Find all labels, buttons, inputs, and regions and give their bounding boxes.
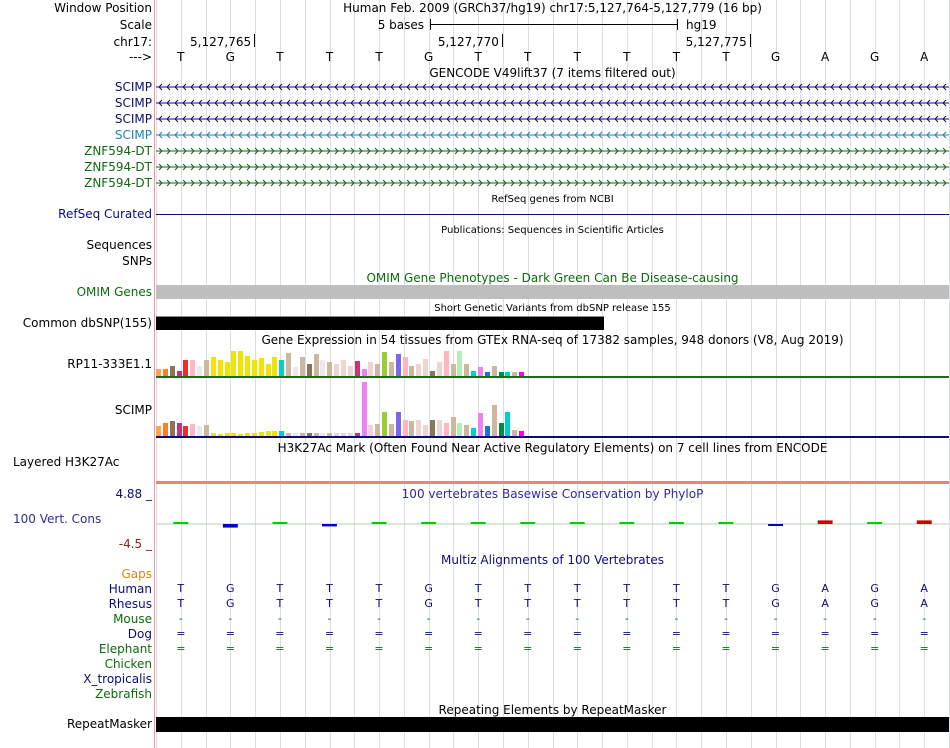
base-letter: T — [722, 50, 730, 64]
gaps-label[interactable]: Gaps — [121, 567, 152, 581]
multiz-base: - — [277, 612, 282, 625]
gtex-bar[interactable] — [320, 360, 325, 376]
gtex-bar[interactable] — [485, 426, 490, 436]
phylop-score-bar[interactable] — [917, 520, 932, 524]
multiz-base: T — [524, 582, 532, 595]
omim-label[interactable]: OMIM Genes — [76, 285, 152, 299]
gtex-bar[interactable] — [341, 360, 346, 376]
multiz-base: - — [426, 612, 431, 625]
base-letter: G — [423, 50, 434, 64]
dbsnp-label[interactable]: Common dbSNP(155) — [22, 316, 152, 330]
gtex-bar[interactable] — [238, 351, 243, 376]
multiz-base: T — [474, 582, 482, 595]
gtex-bar[interactable] — [368, 425, 373, 436]
gtex-bar[interactable] — [362, 382, 367, 436]
gtex-bar[interactable] — [396, 412, 401, 436]
multiz-base: = — [622, 642, 632, 655]
multiz-title: Multiz Alignments of 100 Vertebrates — [440, 553, 665, 567]
gtex-bar[interactable] — [293, 367, 298, 376]
phylop-score-bar[interactable] — [421, 522, 436, 524]
gtex-bar[interactable] — [307, 364, 312, 376]
gtex-bar[interactable] — [266, 364, 271, 376]
phylop-score-bar[interactable] — [372, 522, 387, 524]
multiz-base: = — [225, 642, 235, 655]
gtex-bar[interactable] — [492, 366, 497, 376]
gtex-bar[interactable] — [211, 357, 216, 377]
gencode-transcript[interactable] — [156, 144, 949, 158]
publications-title: Publications: Sequences in Scientific Articles — [441, 225, 664, 236]
multiz-base: T — [722, 597, 730, 610]
multiz-base: = — [770, 627, 781, 640]
multiz-base: T — [524, 597, 532, 610]
gtex-bar[interactable] — [464, 364, 469, 376]
left-margin-line — [154, 0, 155, 748]
multiz-base: = — [523, 642, 533, 655]
multiz-species-label[interactable]: Zebrafish — [95, 687, 152, 701]
gtex-bar[interactable] — [286, 353, 291, 376]
phylop-score-bar[interactable] — [273, 522, 288, 524]
gtex-bar[interactable] — [245, 356, 250, 376]
gtex-bar[interactable] — [423, 425, 428, 436]
phylop-score-bar[interactable] — [570, 522, 585, 524]
multiz-base: = — [374, 627, 384, 640]
scale-label: Scale — [119, 18, 152, 32]
phylop-score-bar[interactable] — [223, 524, 238, 528]
multiz-base: = — [225, 627, 235, 640]
gtex-bar[interactable] — [492, 405, 497, 436]
gtex-bar[interactable] — [471, 428, 476, 436]
h3k27ac-signal-line[interactable] — [156, 481, 949, 484]
gtex-bar[interactable] — [437, 420, 442, 436]
phylop-label[interactable]: 100 Vert. Cons — [13, 512, 102, 526]
multiz-species-label[interactable]: Mouse — [113, 612, 152, 626]
repeatmasker-feature-bar[interactable] — [156, 717, 949, 732]
multiz-base: = — [919, 642, 929, 655]
phylop-score-bar[interactable] — [818, 520, 833, 524]
refseq-label[interactable]: RefSeq Curated — [58, 207, 152, 221]
multiz-base: T — [573, 597, 581, 610]
gtex-bar[interactable] — [375, 424, 380, 436]
gtex-bar[interactable] — [382, 352, 387, 376]
multiz-base: G — [424, 582, 433, 595]
multiz-base: T — [673, 582, 680, 595]
multiz-base: - — [922, 612, 927, 625]
phylop-score-bar[interactable] — [669, 522, 684, 524]
gencode-transcript[interactable] — [156, 128, 949, 142]
multiz-base: - — [823, 612, 828, 625]
phylop-score-bar[interactable] — [719, 522, 734, 524]
gtex-bar[interactable] — [389, 424, 394, 436]
multiz-base: = — [770, 642, 781, 655]
gtex-bar[interactable] — [156, 426, 161, 436]
gtex-bar[interactable] — [505, 412, 510, 436]
scale-text: 5 bases — [377, 18, 424, 32]
gtex-bar[interactable] — [327, 362, 332, 376]
gtex-baseline — [156, 376, 949, 378]
multiz-base: A — [920, 582, 928, 595]
base-letter: G — [770, 50, 781, 64]
coordinate-label: 5,127,775 — [685, 35, 747, 49]
coordinate-label: 5,127,765 — [190, 35, 252, 49]
gtex-bar[interactable] — [430, 420, 435, 436]
multiz-base: A — [821, 597, 829, 610]
dbsnp-feature-bar[interactable] — [156, 316, 604, 330]
multiz-base: G — [424, 597, 433, 610]
coordinate-tick — [254, 34, 255, 47]
repeatmasker-title: Repeating Elements by RepeatMasker — [438, 703, 667, 717]
multiz-base: A — [821, 582, 829, 595]
gtex-bar[interactable] — [451, 364, 456, 376]
base-letter: G — [870, 50, 880, 64]
refseq-line[interactable] — [156, 214, 949, 215]
gtex-bar[interactable] — [259, 358, 264, 376]
gtex-bar[interactable] — [478, 413, 483, 436]
multiz-base: = — [820, 642, 830, 655]
gtex-bar[interactable] — [403, 420, 408, 436]
omim-title: OMIM Gene Phenotypes - Dark Green Can Be Disease-causing — [366, 271, 739, 285]
gtex-bar[interactable] — [314, 354, 319, 376]
gtex-bar[interactable] — [334, 364, 339, 376]
multiz-base: = — [324, 642, 335, 655]
coordinate-label: 5,127,770 — [437, 35, 499, 49]
gtex-bar[interactable] — [499, 423, 504, 437]
multiz-base: T — [375, 597, 383, 610]
multiz-base: G — [226, 582, 235, 595]
multiz-base: = — [324, 627, 335, 640]
multiz-base: T — [276, 597, 284, 610]
gtex-bar[interactable] — [403, 357, 408, 376]
multiz-base: T — [722, 582, 730, 595]
multiz-base: A — [920, 597, 928, 610]
gtex-bar[interactable] — [190, 360, 195, 376]
gtex-bar[interactable] — [183, 360, 188, 376]
window-position-label: Window Position — [54, 1, 152, 15]
multiz-base: = — [671, 627, 681, 640]
multiz-base: = — [473, 627, 483, 640]
base-letter: G — [225, 50, 235, 64]
multiz-base: = — [820, 627, 830, 640]
gtex-bar[interactable] — [389, 362, 394, 376]
multiz-base: = — [919, 627, 929, 640]
multiz-base: T — [326, 597, 333, 610]
gtex-bar[interactable] — [437, 362, 442, 376]
gtex-bar[interactable] — [416, 420, 421, 436]
multiz-base: - — [624, 612, 629, 625]
multiz-base: - — [525, 612, 530, 625]
base-letter: T — [276, 50, 284, 64]
gtex-bar[interactable] — [457, 423, 462, 437]
gtex-bar[interactable] — [170, 366, 175, 376]
gtex-bar[interactable] — [355, 361, 360, 376]
gtex-bar[interactable] — [190, 424, 195, 436]
multiz-base: T — [623, 582, 631, 595]
phylop-score-bar[interactable] — [867, 522, 882, 524]
base-letter: T — [524, 50, 532, 64]
multiz-base: = — [473, 642, 483, 655]
phylop-score-bar[interactable] — [619, 522, 634, 524]
gtex-bar[interactable] — [197, 426, 202, 436]
multiz-base: T — [326, 582, 333, 595]
multiz-base: = — [572, 627, 582, 640]
gtex-bar[interactable] — [409, 366, 414, 376]
refseq-title: RefSeq genes from NCBI — [491, 194, 614, 205]
multiz-base: G — [870, 597, 879, 610]
multiz-base: - — [476, 612, 481, 625]
publications-label[interactable]: Sequences — [86, 238, 152, 252]
gtex-bar[interactable] — [396, 354, 401, 376]
gtex-bar[interactable] — [375, 364, 380, 376]
chrom-label: chr17: — [113, 35, 152, 49]
gtex-bar[interactable] — [423, 359, 428, 376]
multiz-species-label[interactable]: Rhesus — [108, 597, 152, 611]
multiz-base: = — [721, 627, 731, 640]
multiz-base: G — [771, 582, 780, 595]
multiz-base: = — [523, 627, 533, 640]
multiz-base: = — [870, 627, 880, 640]
base-letter: T — [672, 50, 681, 64]
gtex-title: Gene Expression in 54 tissues from GTEx RNA-seq of 17382 samples, 948 donors (V8, Aug 2019) — [261, 333, 844, 347]
gtex-bar[interactable] — [416, 364, 421, 376]
multiz-base: - — [773, 612, 778, 625]
assembly-label: hg19 — [686, 18, 717, 32]
scale-bar — [430, 24, 678, 25]
gtex-bar[interactable] — [382, 412, 387, 436]
gtex-bar[interactable] — [225, 362, 230, 376]
gtex-bar[interactable] — [197, 366, 202, 376]
gencode-transcript[interactable] — [156, 176, 949, 190]
scale-bar-right-tick — [677, 19, 678, 30]
phylop-signal[interactable] — [156, 509, 949, 539]
gencode-transcript[interactable] — [156, 160, 949, 174]
multiz-base: T — [276, 582, 284, 595]
multiz-species-label[interactable]: Human — [108, 582, 152, 596]
multiz-base: = — [622, 627, 632, 640]
multiz-base: = — [572, 642, 582, 655]
multiz-base: T — [573, 582, 581, 595]
gtex-bar[interactable] — [444, 423, 449, 437]
multiz-base: - — [327, 612, 332, 625]
gtex-baseline — [156, 436, 949, 438]
multiz-base: - — [724, 612, 728, 625]
phylop-score-bar[interactable] — [471, 522, 486, 524]
multiz-base: = — [423, 627, 434, 640]
multiz-base: G — [226, 597, 235, 610]
phylop-title: 100 vertebrates Basewise Conservation by PhyloP — [401, 487, 704, 501]
h3k27ac-title: H3K27Ac Mark (Often Found Near Active Regulatory Elements) on 7 cell lines from ENCODE — [277, 441, 828, 455]
gtex-bar[interactable] — [457, 351, 462, 376]
repeatmasker-label[interactable]: RepeatMasker — [66, 717, 152, 731]
gencode-title: GENCODE V49lift37 (7 items filtered out) — [429, 66, 676, 80]
gtex-bar[interactable] — [368, 362, 373, 376]
phylop-max: 4.88 _ — [115, 487, 152, 501]
phylop-score-bar[interactable] — [520, 522, 535, 524]
multiz-base: = — [423, 642, 434, 655]
gencode-gene-label[interactable]: SCIMP — [114, 112, 152, 126]
gtex-bar[interactable] — [444, 351, 449, 376]
base-letter: A — [920, 50, 929, 64]
gtex-bar[interactable] — [300, 357, 305, 377]
multiz-base: - — [674, 612, 679, 625]
multiz-species-label[interactable]: Chicken — [104, 657, 152, 671]
gtex-bar[interactable] — [478, 367, 483, 376]
phylop-score-bar[interactable] — [322, 524, 337, 526]
gtex-bar[interactable] — [156, 369, 161, 376]
h3k27ac-label[interactable]: Layered H3K27Ac — [13, 455, 120, 469]
snps-label[interactable]: SNPs — [122, 254, 152, 268]
gtex-bars-rp11[interactable] — [156, 348, 949, 378]
gtex-bar[interactable] — [177, 423, 182, 437]
gtex-label-rp11[interactable]: RP11-333E1.1 — [67, 357, 152, 371]
multiz-base: - — [377, 612, 381, 625]
phylop-min: -4.5 _ — [118, 537, 152, 551]
gencode-gene-label[interactable]: ZNF594-DT — [84, 176, 152, 190]
gtex-bar[interactable] — [170, 421, 175, 436]
multiz-base: = — [275, 627, 285, 640]
multiz-base: = — [671, 642, 681, 655]
position-title: Human Feb. 2009 (GRCh37/hg19) chr17:5,127,764-5,127,779 (16 bp) — [343, 1, 762, 15]
gtex-bars-scimp[interactable] — [156, 380, 949, 438]
base-letter: A — [820, 50, 830, 64]
multiz-base: = — [721, 642, 731, 655]
gtex-bar[interactable] — [231, 351, 236, 376]
multiz-base: T — [673, 597, 680, 610]
multiz-base: T — [474, 597, 482, 610]
gencode-transcript[interactable] — [156, 112, 949, 126]
gencode-gene-label[interactable]: SCIMP — [114, 96, 152, 110]
multiz-base: = — [374, 642, 384, 655]
multiz-base: = — [176, 627, 186, 640]
phylop-score-bar[interactable] — [173, 522, 188, 524]
omim-feature-bar[interactable] — [156, 285, 949, 299]
multiz-base: T — [375, 582, 383, 595]
gtex-bar[interactable] — [163, 369, 168, 376]
multiz-base: - — [872, 612, 877, 625]
multiz-species-label[interactable]: X_tropicalis — [83, 672, 152, 686]
multiz-base: T — [177, 582, 185, 595]
multiz-base: G — [870, 582, 879, 595]
gencode-gene-label[interactable]: SCIMP — [114, 80, 152, 94]
phylop-score-bar[interactable] — [768, 524, 783, 526]
gtex-label-scimp[interactable]: SCIMP — [114, 403, 152, 417]
multiz-base: T — [623, 597, 631, 610]
gencode-gene-label[interactable]: ZNF594-DT — [84, 160, 152, 174]
gtex-bar[interactable] — [272, 357, 277, 377]
multiz-base: - — [228, 612, 233, 625]
gtex-bar[interactable] — [163, 423, 168, 437]
gencode-transcript[interactable] — [156, 96, 949, 110]
multiz-base: - — [178, 612, 183, 625]
gtex-bar[interactable] — [279, 360, 284, 376]
base-letter: T — [177, 50, 185, 64]
multiz-base: = — [176, 642, 186, 655]
multiz-base: = — [275, 642, 285, 655]
multiz-species-label[interactable]: Dog — [127, 627, 152, 641]
gencode-gene-label[interactable]: SCIMP — [114, 128, 152, 142]
gencode-transcript[interactable] — [156, 80, 949, 94]
gtex-bar[interactable] — [204, 425, 209, 436]
multiz-base: T — [177, 597, 185, 610]
dbsnp-title: Short Genetic Variants from dbSNP release 155 — [434, 303, 671, 314]
gtex-bar[interactable] — [451, 417, 456, 436]
multiz-species-label[interactable]: Elephant — [98, 642, 152, 656]
gtex-bar[interactable] — [204, 360, 209, 376]
multiz-base: = — [870, 642, 880, 655]
gtex-bar[interactable] — [464, 425, 469, 436]
gtex-bar[interactable] — [218, 360, 223, 376]
gencode-gene-label[interactable]: ZNF594-DT — [84, 144, 152, 158]
base-letter: T — [573, 50, 581, 64]
scale-bar-left-tick — [430, 19, 431, 30]
gtex-bar[interactable] — [362, 369, 367, 376]
gtex-bar[interactable] — [348, 366, 353, 376]
base-letter: T — [325, 50, 334, 64]
base-letter: T — [375, 50, 383, 64]
multiz-base: G — [771, 597, 780, 610]
strand-label: ---> — [128, 50, 152, 64]
coordinate-tick — [750, 34, 751, 47]
coordinate-tick — [502, 34, 503, 47]
multiz-base: - — [575, 612, 580, 625]
gtex-bar[interactable] — [409, 421, 414, 436]
gtex-bar[interactable] — [183, 426, 188, 436]
base-letter: T — [623, 50, 631, 64]
base-letter: T — [474, 50, 482, 64]
gtex-bar[interactable] — [252, 360, 257, 376]
